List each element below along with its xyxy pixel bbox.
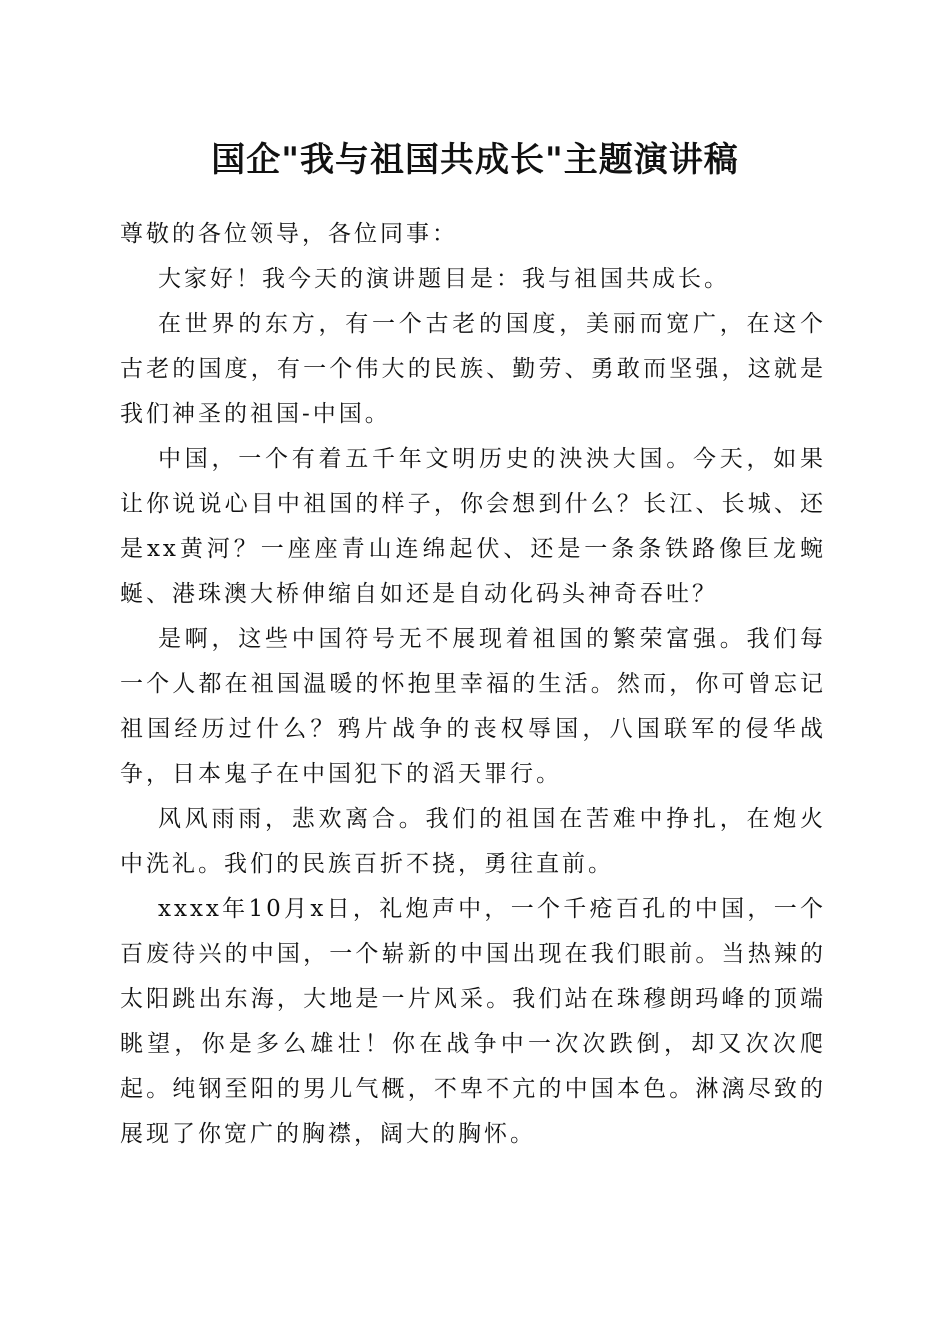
paragraph: 是啊，这些中国符号无不展现着祖国的繁荣富强。我们每一个人都在祖国温暖的怀抱里幸福的生活。然而，你可曾忘记祖国经历过什么？鸦片战争的丧权辱国，八国联军的侵华战争，日本鬼子在中国犯下的滔天罪行。	[120, 626, 826, 787]
paragraph: 风风雨雨，悲欢离合。我们的祖国在苦难中挣扎，在炮火中洗礼。我们的民族百折不挠，勇往直前。	[120, 806, 826, 877]
paragraph: 大家好！我今天的演讲题目是：我与祖国共成长。	[158, 266, 730, 292]
paragraph: xxxx年10月x日，礼炮声中，一个千疮百孔的中国，一个百废待兴的中国，一个崭新的中国出现在我们眼前。当热辣的太阳跳出东海，大地是一片风采。我们站在珠穆朗玛峰的顶端眺望，你是多么雄壮！你在战争中一次次跌倒，却又次次爬起。纯钢至阳的男儿气概，不卑不亢的中国本色。淋漓尽致的展现了你宽广的胸襟，阔大的胸怀。	[120, 896, 826, 1147]
paragraph: 中国，一个有着五千年文明历史的泱泱大国。今天，如果让你说说心目中祖国的样子，你会想到什么？长江、长城、还是xx黄河？一座座青山连绵起伏、还是一条条铁路像巨龙蜿蜒、港珠澳大桥伸缩自如还是自动化码头神奇吞吐？	[120, 446, 826, 607]
salutation: 尊敬的各位领导，各位同事：	[120, 221, 458, 247]
document-body	[120, 212, 826, 1157]
document-title: 国企"我与祖国共成长"主题演讲稿	[211, 140, 739, 180]
paragraph: 在世界的东方，有一个古老的国度，美丽而宽广，在这个古老的国度，有一个伟大的民族、勤劳、勇敢而坚强，这就是我们神圣的祖国-中国。	[120, 311, 826, 427]
